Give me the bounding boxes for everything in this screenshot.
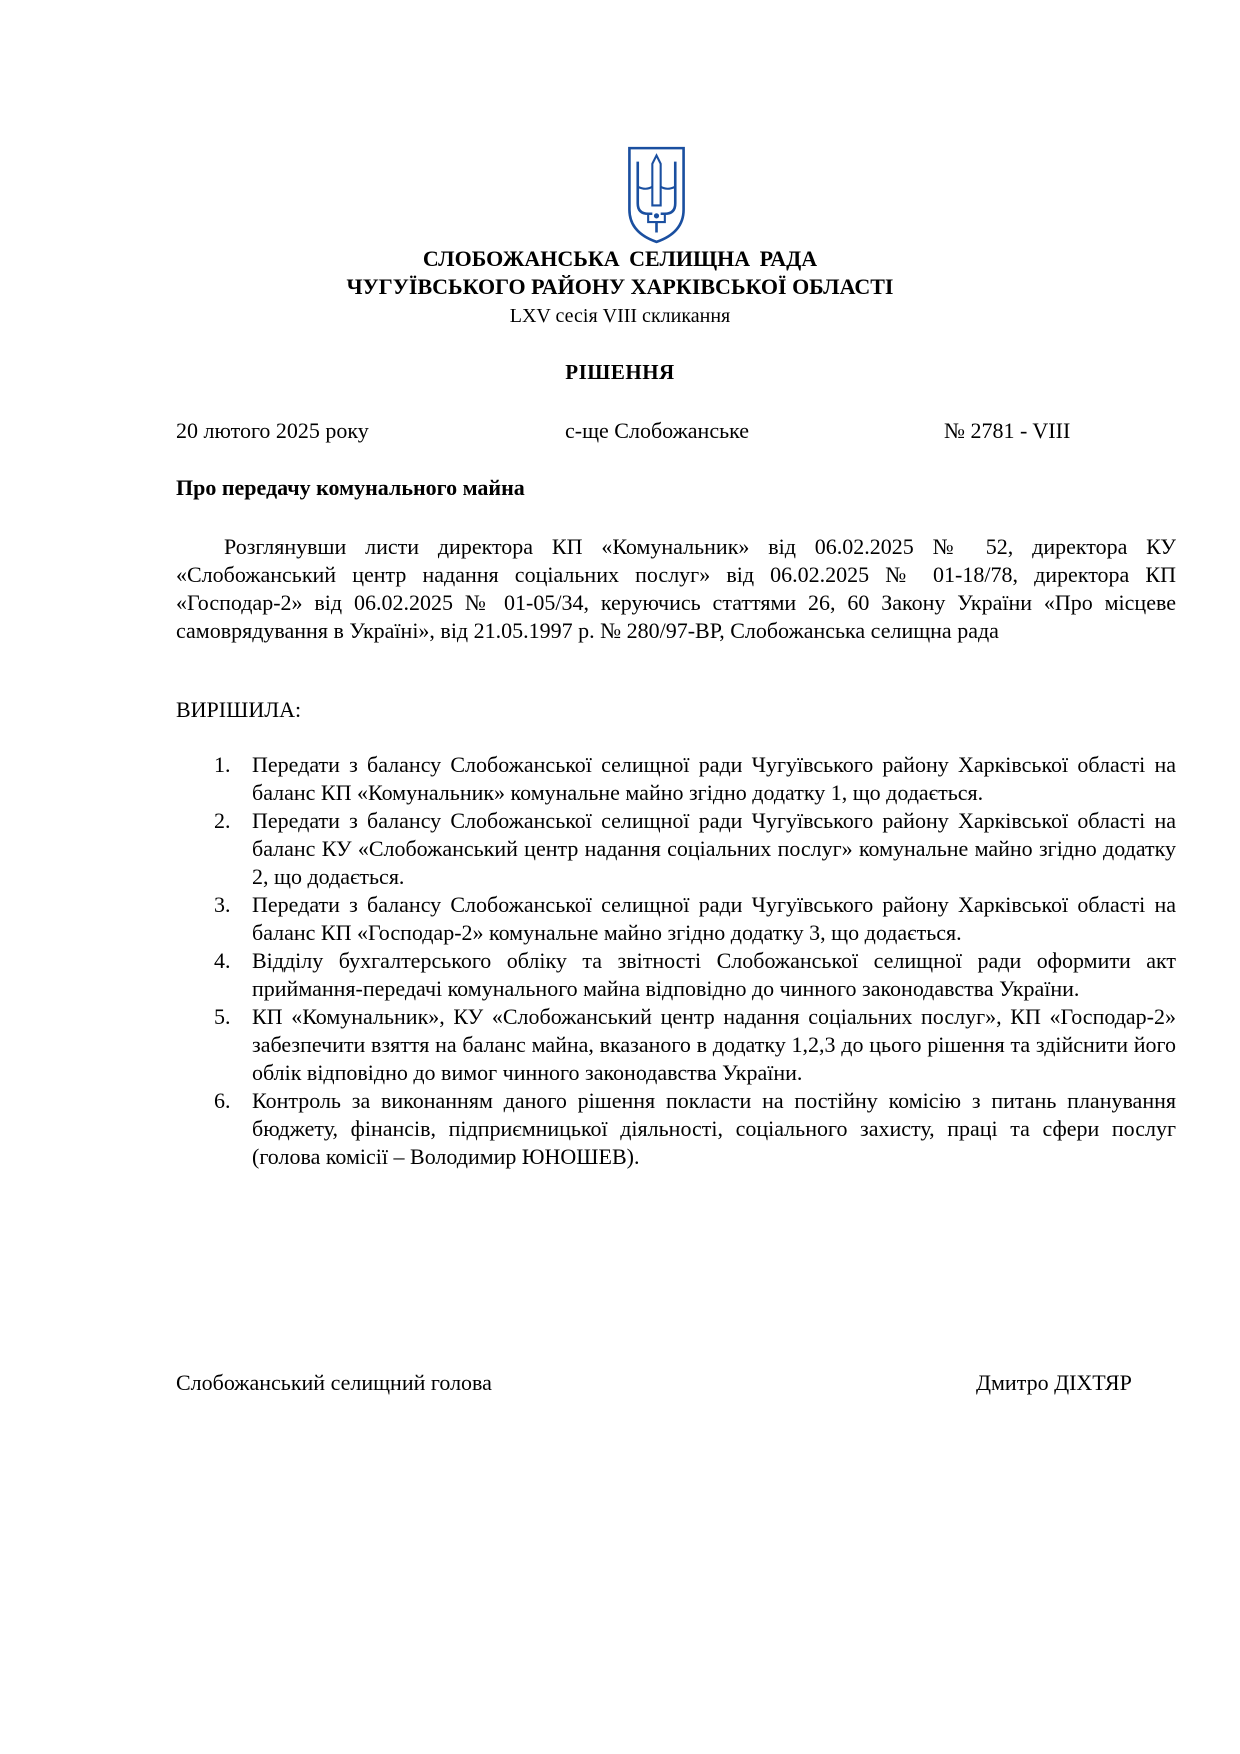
decision-item (176, 891, 1176, 947)
decision-items-list (176, 751, 1176, 1171)
decided-heading: ВИРІШИЛА: (176, 697, 302, 722)
item-number: 3. (214, 892, 231, 917)
item-text: Контроль за виконанням даного рішення покласти на постійну комісію з питань планування бюджету, фінансів, підприємницької діяльності, соціального захисту, праці та сфери послуг (голова комісії – Володимир ЮНОШЕВ). (252, 1088, 1176, 1169)
item-number: 5. (214, 1004, 231, 1029)
item-number: 4. (214, 948, 231, 973)
item-number: 6. (214, 1088, 231, 1113)
decision-subject: Про передачу комунального майна (176, 475, 525, 500)
document-type-title: РІШЕННЯ (565, 360, 675, 384)
trident-emblem-icon (625, 145, 688, 245)
decision-place: с-ще Слобожанське (565, 418, 750, 443)
preamble-paragraph: Розглянувши листи директора КП «Комунальник» від 06.02.2025 № 52, директора КУ «Слобожанський центр надання соціальних послуг» від 06.02.2025 № 01-18/78, директора КП «Господар-2» від 06.02.2025 № 01-05/34, керуючись статтями 26, 60 Закону України «Про місцеве самоврядування в Україні», від 21.05.1997 р. № 280/97-ВР, Слобожанська селищна рада (176, 534, 1176, 643)
signatory-name: Дмитро ДІХТЯР (976, 1370, 1132, 1395)
decision-item (176, 1003, 1176, 1087)
item-text: КП «Комунальник», КУ «Слобожанський центр надання соціальних послуг», КП «Господар-2» забезпечити взяття на баланс майна, вказаного в додатку 1,2,3 до цього рішення та здійснити його облік відповідно до вимог чинного законодавства України. (252, 1004, 1176, 1085)
item-text: Відділу бухгалтерського обліку та звітності Слобожанської селищної ради оформити акт приймання-передачі комунального майна відповідно до чинного законодавства України. (252, 948, 1176, 1001)
decision-item (176, 947, 1176, 1003)
council-name-line1: СЛОБОЖАНСЬКА СЕЛИЩНА РАДА (422, 246, 818, 271)
session-line: LXV сесія VIII скликання (509, 305, 731, 327)
decision-date: 20 лютого 2025 року (176, 418, 369, 443)
item-number: 2. (214, 808, 231, 833)
decision-number: № 2781 - VIII (944, 418, 1071, 443)
item-text: Передати з балансу Слобожанської селищної ради Чугуївського району Харківської області на баланс КП «Господар-2» комунальне майно згідно додатку 3, що додається. (252, 892, 1176, 945)
signatory-title: Слобожанський селищний голова (176, 1370, 492, 1395)
item-text: Передати з балансу Слобожанської селищної ради Чугуївського району Харківської області на баланс КУ «Слобожанський центр надання соціальних послуг» комунальне майно згідно додатку 2, що додається. (252, 808, 1176, 889)
item-text: Передати з балансу Слобожанської селищної ради Чугуївського району Харківської області на баланс КП «Комунальник» комунальне майно згідно додатку 1, що додається. (252, 752, 1176, 805)
decision-item (176, 807, 1176, 891)
decision-item (176, 1087, 1176, 1171)
decision-item (176, 751, 1176, 807)
council-name-line2: ЧУГУЇВСЬКОГО РАЙОНУ ХАРКІВСЬКОЇ ОБЛАСТІ (346, 274, 894, 299)
item-number: 1. (214, 752, 231, 777)
